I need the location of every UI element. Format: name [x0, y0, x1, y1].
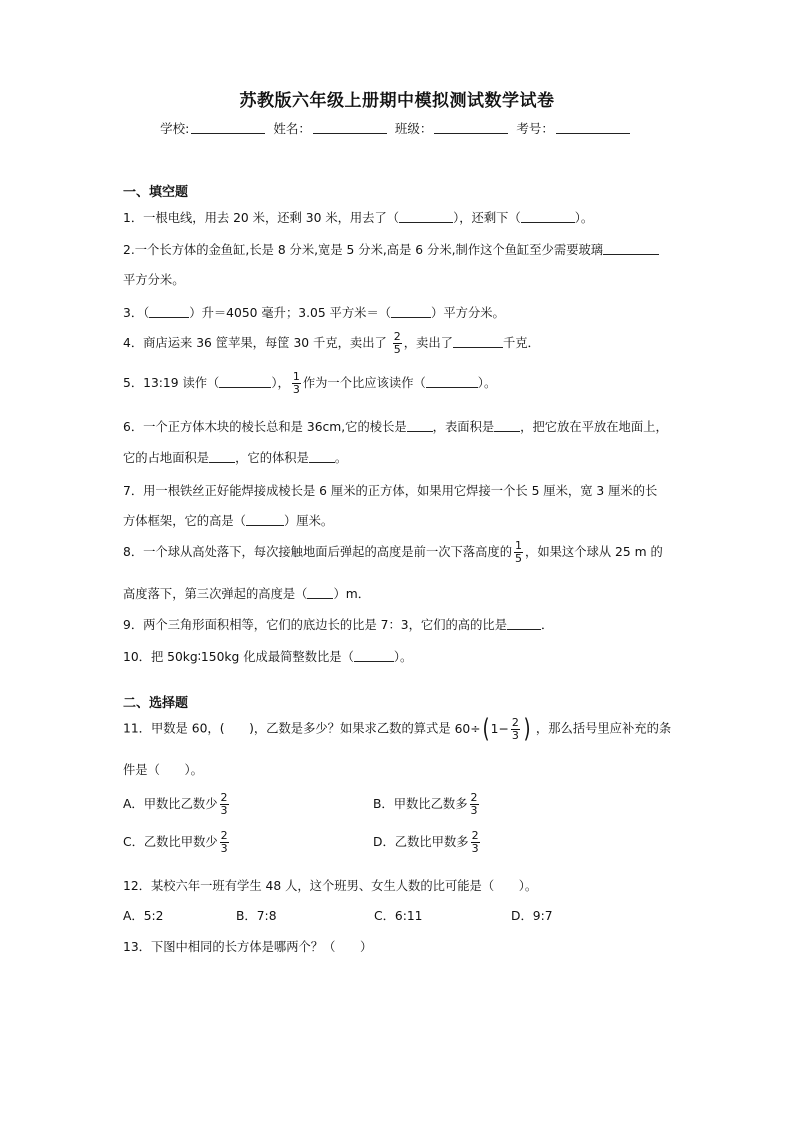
q11-option-c-fraction [220, 830, 229, 855]
q6-text-a: 6．一个正方体木块的棱长总和是 36cm,它的棱长是 [123, 420, 407, 434]
question-9 [123, 615, 553, 633]
q11-option-a-denominator: 3 [220, 804, 228, 817]
question-8-line-2 [123, 584, 370, 602]
q6-blank-2 [494, 420, 520, 432]
q11-option-c-text: C．乙数比甲数少 [123, 835, 218, 849]
q11-option-c-numerator: 2 [220, 829, 228, 842]
q11-option-b-numerator: 2 [470, 791, 478, 804]
q1-text-b: ），还剩下（ [453, 211, 521, 225]
q11-expression [455, 716, 532, 742]
school-label: 学校: [160, 121, 190, 136]
q5-fraction-numerator: 1 [292, 370, 300, 383]
q5-text-b: ）， [271, 376, 290, 390]
q3-text-b: ）升＝4050 毫升；3.05 平方米＝（ [189, 306, 392, 320]
q6-blank-3 [209, 451, 235, 463]
q6-text-b: ，表面积是 [432, 420, 495, 434]
q5-blank-2 [426, 376, 478, 388]
q8-text-c: 高度落下，第三次弹起的高度是（ [123, 587, 308, 601]
q7-text-a: 7．用一根铁丝正好能焊接成棱长是 6 厘米的正方体，如果用它焊接一个长 5 厘米，宽 3 厘米的长 [123, 484, 658, 498]
question-7-line-1 [123, 481, 657, 499]
q3-text-c: ）平方分米。 [431, 306, 505, 320]
q8-blank [307, 587, 333, 599]
q1-blank-2 [521, 211, 575, 223]
q11-fraction-numerator: 2 [511, 715, 519, 729]
q10-blank [354, 650, 394, 662]
q11-text-c: 件是（ ）。 [123, 763, 203, 777]
class-label: 班级： [394, 121, 433, 136]
question-1 [123, 208, 593, 226]
question-7-line-2 [123, 511, 333, 529]
q4-blank [453, 336, 503, 348]
q11-option-d-denominator: 3 [471, 842, 479, 855]
q11-option-a-text: A．甲数比乙数少 [123, 797, 218, 811]
q5-text-c: 作为一个比应该读作（ [302, 376, 426, 390]
q8-fraction-numerator: 1 [515, 539, 523, 552]
q1-blank-1 [399, 211, 453, 223]
q9-text-b: ． [541, 618, 554, 632]
q12-text-a: 12．某校六年一班有学生 48 人，这个班男、女生人数的比可能是（ ）。 [123, 879, 538, 893]
q3-blank-1 [149, 306, 189, 318]
q3-text-a: 3．（ [123, 306, 150, 320]
q12-option-a[interactable]: A．5:2 [123, 909, 164, 923]
question-11-line-2 [123, 760, 203, 778]
class-blank [434, 121, 508, 134]
q6-text-e: ，它的体积是 [235, 451, 309, 465]
q1-text-c: ）。 [574, 211, 594, 225]
q6-blank-4 [309, 451, 335, 463]
q7-text-b: 方体框架，它的高是（ [123, 514, 246, 528]
question-4 [123, 331, 540, 356]
q11-option-a-numerator: 2 [220, 791, 228, 804]
number-blank [556, 121, 630, 134]
q4-text-b: ，卖出了 [403, 336, 453, 350]
q7-blank [246, 514, 284, 526]
q11-option-c[interactable] [123, 830, 231, 855]
q1-text-a: 1．一根电线，用去 20 米，还剩 30 米，用去了（ [123, 211, 400, 225]
q11-option-d-text: D．乙数比甲数多 [373, 835, 469, 849]
q11-right-paren: ) [523, 714, 531, 744]
q11-text-a: 11．甲数是 60，( )，乙数是多少？如果求乙数的算式是 [123, 721, 451, 736]
q4-text-c: 千克． [502, 336, 540, 350]
name-blank [313, 121, 387, 134]
q3-blank-2 [391, 306, 431, 318]
q5-blank-1 [219, 376, 271, 388]
q11-text-b: ，那么括号里应补充的条 [535, 721, 672, 736]
q6-blank-1 [407, 420, 433, 432]
q13-text-a: 13．下图中相同的长方体是哪两个？（ ） [123, 940, 373, 954]
school-blank [191, 121, 265, 134]
q9-blank [507, 618, 541, 630]
question-6-line-1 [123, 417, 668, 435]
section-fill-in: 一、填空题 [123, 185, 189, 200]
q8-fraction [514, 540, 523, 565]
q12-option-c[interactable]: C．6:11 [374, 909, 423, 923]
section-multiple-choice: 二、选择题 [123, 696, 189, 711]
q10-text-a: 10．把 50kg∶150kg 化成最简整数比是（ [123, 650, 354, 664]
q8-text-d: ）m． [333, 587, 371, 601]
q8-text-b: ，如果这个球从 25 m 的 [525, 545, 663, 559]
q11-fraction [511, 717, 520, 742]
question-2-line-2 [123, 270, 185, 288]
q11-option-b[interactable] [373, 792, 481, 817]
q4-fraction-denominator: 5 [393, 343, 401, 356]
question-8-line-1 [123, 540, 663, 565]
q11-option-a-fraction [220, 792, 229, 817]
question-6-line-2 [123, 448, 347, 466]
q11-option-b-denominator: 3 [470, 804, 478, 817]
q11-option-b-text: B．甲数比乙数多 [373, 797, 468, 811]
question-2-line-1 [123, 240, 659, 258]
q4-fraction [393, 331, 402, 356]
q2-blank [603, 243, 659, 255]
q5-text-d: ）。 [477, 376, 497, 390]
q11-option-a[interactable] [123, 792, 231, 817]
q12-option-b[interactable]: B．7:8 [236, 909, 277, 923]
question-13 [123, 937, 372, 955]
q6-text-c: ，把它放在平放在地面上， [520, 420, 668, 434]
question-11-line-1 [123, 716, 671, 742]
q11-option-c-denominator: 3 [220, 842, 228, 855]
q4-text-a: 4．商店运来 36 筐苹果，每筐 30 千克，卖出了 [123, 336, 387, 350]
q11-expr-minuend: 1− [490, 722, 509, 736]
q11-option-b-fraction [470, 792, 479, 817]
number-label: 考号： [516, 121, 554, 136]
q10-text-b: ）。 [393, 650, 413, 664]
q11-option-d-numerator: 2 [471, 829, 479, 842]
question-12 [123, 876, 537, 894]
q11-option-d[interactable] [373, 830, 482, 855]
exam-title: 苏教版六年级上册期中模拟测试数学试卷 [239, 91, 555, 111]
question-10 [123, 647, 412, 665]
q5-fraction-denominator: 3 [292, 383, 300, 396]
q6-text-d: 它的占地面积是 [123, 451, 210, 465]
q4-fraction-numerator: 2 [393, 330, 401, 343]
q5-fraction [292, 371, 301, 396]
q8-fraction-denominator: 5 [515, 552, 523, 565]
student-info-line [0, 119, 794, 137]
question-5 [123, 371, 496, 396]
q11-fraction-denominator: 3 [511, 728, 519, 742]
name-label: 姓名： [273, 121, 311, 136]
q11-left-paren: ( [482, 714, 490, 744]
q5-text-a: 5．13:19 读作（ [123, 376, 220, 390]
q9-text-a: 9．两个三角形面积相等，它们的底边长的比是 7：3，它们的高的比是 [123, 618, 507, 632]
q7-text-c: ）厘米。 [283, 514, 334, 528]
q6-text-f: 。 [334, 451, 348, 465]
q11-expr-dividend: 60÷ [454, 722, 481, 736]
q8-text-a: 8．一个球从高处落下，每次接触地面后弹起的高度是前一次下落高度的 [123, 545, 513, 559]
q2-text-b: 平方分米。 [123, 273, 185, 287]
q11-option-d-fraction [471, 830, 480, 855]
q2-text-a: 2.一个长方体的金鱼缸,长是 8 分米,宽是 5 分米,高是 6 分米,制作这个鱼缸至少需要玻璃 [123, 243, 604, 257]
q12-option-d[interactable]: D．9:7 [511, 909, 553, 923]
question-3 [123, 303, 505, 321]
